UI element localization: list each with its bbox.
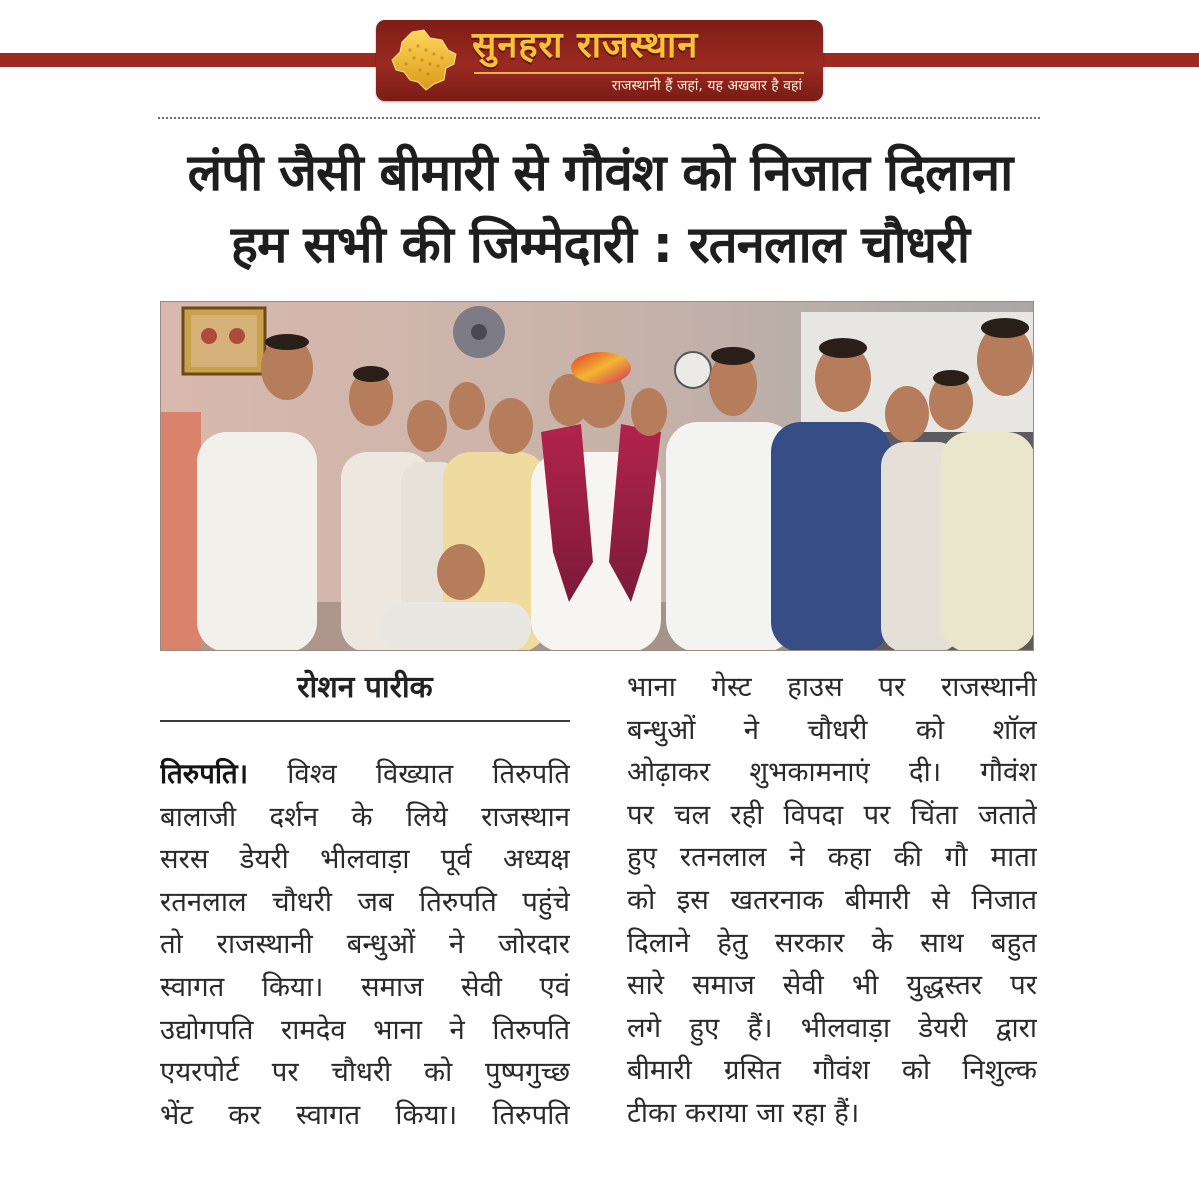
column-2-line: हुए रतनलाल ने कहा की गौ माता bbox=[627, 841, 1037, 874]
column-2-line: पर चल रही विपदा पर चिंता जताते bbox=[627, 798, 1037, 831]
column-1-line: स्वागत किया। समाज सेवी एवं bbox=[160, 970, 570, 1003]
masthead-underline bbox=[474, 72, 804, 74]
column-2-line: दिलाने हेतु सरकार के साथ बहुत bbox=[627, 926, 1037, 959]
headline-line-2: हम सभी की जिम्मेदारी : रतनलाल चौधरी bbox=[230, 216, 970, 275]
column-2-line: सारे समाज सेवी भी युद्धस्तर पर bbox=[627, 969, 1037, 1002]
dotted-divider bbox=[158, 117, 1040, 119]
column-1-line-text: विश्व विख्यात तिरुपति bbox=[287, 758, 570, 790]
headline-line-1: लंपी जैसी बीमारी से गौवंश को निजात दिलाना bbox=[187, 144, 1013, 203]
article-column-2 bbox=[627, 666, 1037, 1135]
masthead-tagline: राजस्थानी हैं जहां, यह अखबार है वहां bbox=[611, 78, 802, 94]
masthead bbox=[376, 20, 823, 101]
column-1-line: एयरपोर्ट पर चौधरी को पुष्पगुच्छ bbox=[160, 1056, 570, 1089]
column-2-line: ओढ़ाकर शुभकामनाएं दी। गौवंश bbox=[627, 756, 1037, 789]
column-1-line: बालाजी दर्शन के लिये राजस्थान bbox=[160, 800, 570, 833]
column-1-line: भेंट कर स्वागत किया। तिरुपति bbox=[160, 1098, 570, 1131]
column-2-line: टीका कराया जा रहा हैं। bbox=[627, 1096, 860, 1129]
group-photo bbox=[160, 301, 1034, 651]
headline bbox=[150, 138, 1050, 282]
byline-rule bbox=[160, 720, 570, 722]
column-2-line: को इस खतरनाक बीमारी से निजात bbox=[627, 883, 1037, 916]
rajasthan-map-icon bbox=[390, 28, 460, 92]
column-1-line: रतनलाल चौधरी जब तिरुपति पहुंचे bbox=[160, 885, 570, 918]
masthead-brand: सुनहरा राजस्थान bbox=[472, 25, 699, 66]
column-2-line: लगे हुए हैं। भीलवाड़ा डेयरी द्वारा bbox=[627, 1011, 1037, 1044]
dateline: तिरुपति। bbox=[160, 758, 249, 790]
column-2-line: बीमारी ग्रसित गौवंश को निशुल्क bbox=[627, 1054, 1037, 1087]
column-1-line: उद्योगपति रामदेव भाना ने तिरुपति bbox=[160, 1013, 570, 1046]
article-column-1 bbox=[160, 753, 570, 1136]
column-1-line: तो राजस्थानी बन्धुओं ने जोरदार bbox=[160, 928, 570, 961]
column-2-line: भाना गेस्ट हाउस पर राजस्थानी bbox=[627, 671, 1037, 703]
column-2-line: बन्धुओं ने चौधरी को शॉल bbox=[627, 713, 1037, 746]
column-1-line: सरस डेयरी भीलवाड़ा पूर्व अध्यक्ष bbox=[160, 843, 570, 876]
byline: रोशन पारीक bbox=[297, 670, 433, 705]
column-1-line bbox=[160, 753, 570, 796]
